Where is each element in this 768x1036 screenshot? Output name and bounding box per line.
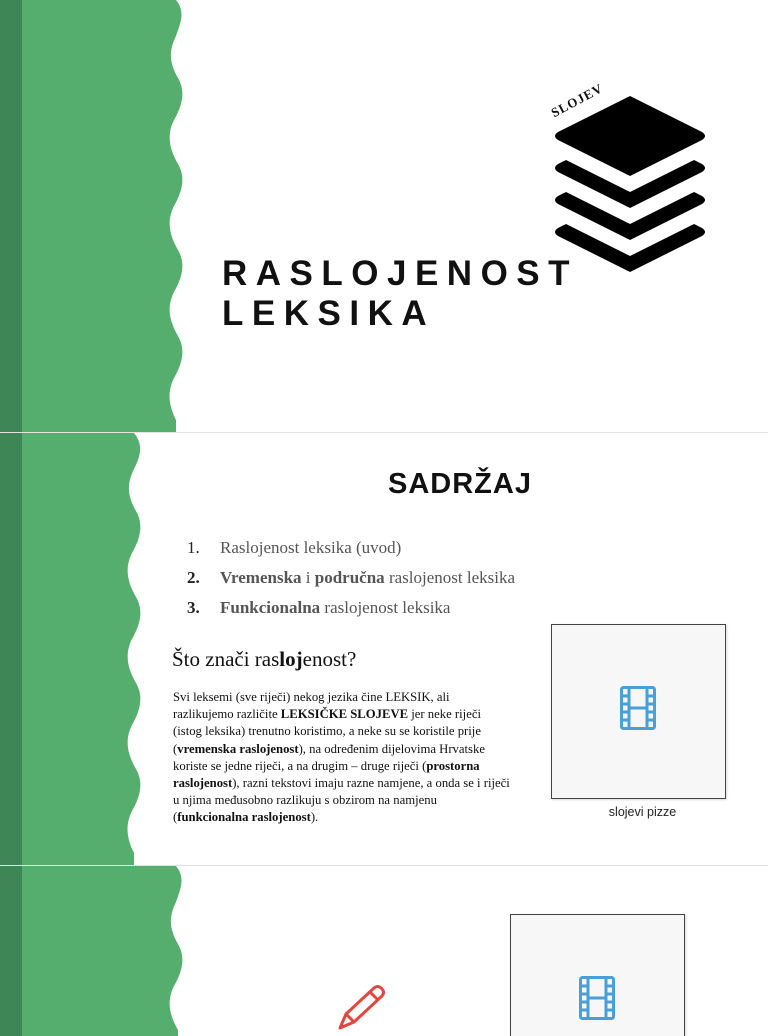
toc-text: raslojenost leksika	[320, 598, 451, 617]
film-icon	[579, 976, 615, 1020]
toc-item	[187, 567, 515, 597]
table-of-contents	[187, 537, 515, 627]
question-text: enost?	[302, 647, 357, 671]
content-slide	[0, 433, 768, 865]
toc-number: 1.	[187, 538, 200, 557]
film-icon	[620, 686, 656, 730]
presentation-title	[222, 254, 578, 334]
title-line-1: RASLOJENOST	[222, 254, 579, 293]
toc-item	[187, 537, 515, 567]
video-caption: slojevi pizze	[608, 805, 677, 819]
toc-text-bold: Vremenska	[220, 568, 302, 587]
green-wave-stripe	[0, 866, 200, 1036]
body-paragraph: Svi leksemi (sve riječi) nekog jezika čine LEKSIK, ali razlikujemo različite LEKSIČKE SLOJEVE jer neke riječi (istog leksika) trenutno koristimo, a neke su se koristile prije (vremenska raslojenost), na određenim dijelovima Hrvatske koriste se jedne riječi, a na drugim – druge riječi (prostorna raslojenost), razni tekstovi imaju razne namjene, a onda se i riječi u njima međusobno razlikuju s obzirom na namjenu (funkcionalna raslojenost).	[173, 690, 510, 825]
toc-text-bold: područna	[314, 568, 385, 587]
question-text-bold: loj	[279, 647, 303, 671]
video-placeholder[interactable]	[510, 914, 685, 1036]
icon-label: SLOJEV	[548, 80, 606, 121]
toc-item	[187, 597, 515, 627]
section-question	[172, 647, 356, 672]
video-placeholder[interactable]	[551, 624, 726, 799]
toc-number: 2.	[187, 568, 200, 587]
green-wave-stripe	[0, 0, 200, 432]
toc-text: i	[301, 568, 315, 587]
toc-number: 3.	[187, 598, 200, 617]
pencil-icon	[334, 982, 386, 1032]
toc-text: raslojenost leksika	[384, 568, 515, 587]
third-slide	[0, 866, 768, 1036]
stacked-layers-icon	[550, 84, 710, 274]
title-line-2: LEKSIKA	[222, 294, 436, 333]
green-wave-stripe	[0, 433, 200, 865]
toc-text: Raslojenost leksika (uvod)	[220, 538, 402, 557]
title-slide	[0, 0, 768, 432]
slide-heading: SADRŽAJ	[388, 468, 532, 500]
question-text: Što znači ras	[172, 647, 280, 671]
toc-text-bold: Funkcionalna	[220, 598, 321, 617]
